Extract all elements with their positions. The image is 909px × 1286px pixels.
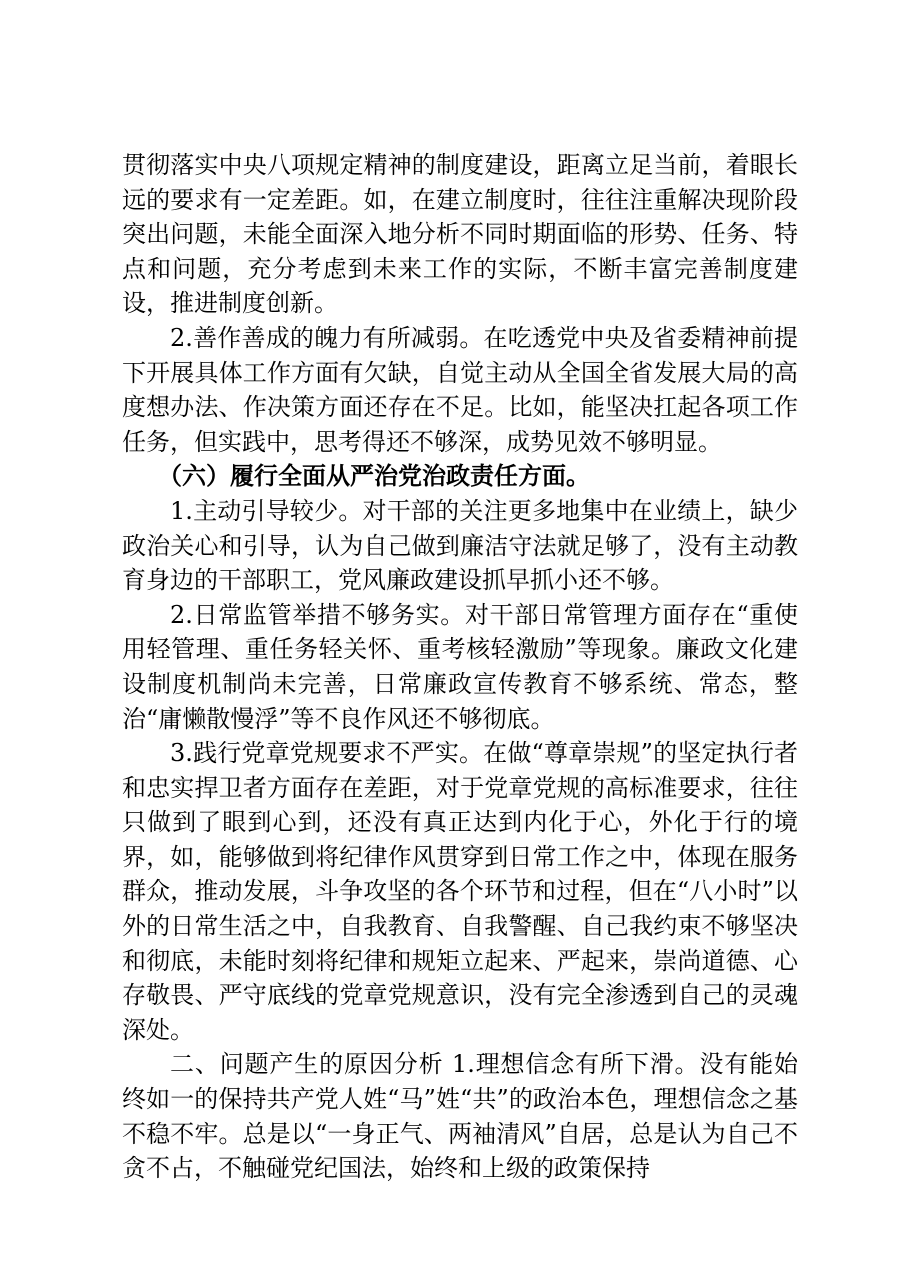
paragraph-item-1-guidance: 1.主动引导较少。对干部的关注更多地集中在业绩上，缺少政治关心和引导，认为自己做到廉洁守法就足够了，没有主动教育身边的干部职工，党风廉政建设抓早抓小还不够。 (122, 496, 798, 595)
paragraph-item-3-party-rules: 3.践行党章党规要求不严实。在做“尊章崇规”的坚定执行者和忠实捍卫者方面存在差距，对于党章党规的高标准要求，往往只做到了眼到心到，还没有真正达到内化于心，外化于行的境界，如，能够做到将纪律作风贯穿到日常工作之中，体现在服务群众，推动发展，斗争攻坚的各个环节和过程，但在“八小时”以外的日常生活之中，自我教育、自我警醒、自己我约束不够坚决和彻底，未能时刻将纪律和规矩立起来、严起来，崇尚道德、心存敬畏、严守底线的党章党规意识，没有完全渗透到自己的灵魂深处。 (122, 739, 798, 1044)
paragraph-item-2-decisiveness: 2.善作善成的魄力有所减弱。在吃透党中央及省委精神前提下开展具体工作方面有欠缺，自觉主动从全国全省发展大局的高度想办法、作决策方面还存在不足。比如，能坚决扛起各项工作任务，但实践中，思考得还不够深，成势见效不够明显。 (122, 323, 798, 456)
section-heading-six: （六）履行全面从严治党治政责任方面。 (158, 461, 590, 491)
paragraph-continuation: 贯彻落实中央八项规定精神的制度建设，距离立足当前，着眼长远的要求有一定差距。如，在建立制度时，往往注重解决现阶段突出问题，未能全面深入地分析不同时期面临的形势、任务、特点和问题，充分考虑到未来工作的实际，不断丰富完善制度建设，推进制度创新。 (122, 151, 798, 318)
document-body (122, 148, 798, 1186)
paragraph-item-2-supervision: 2.日常监管举措不够务实。对干部日常管理方面存在“重使用轻管理、重任务轻关怀、重考核轻激励”等现象。廉政文化建设制度机制尚未完善，日常廉政宣传教育不够系统、常态，整治“庸懒散慢浮”等不良作风还不够彻底。 (122, 600, 798, 733)
paragraph-cause-analysis: 二、问题产生的原因分析 1.理想信念有所下滑。没有能始终如一的保持共产党人姓“马”姓“共”的政治本色，理想信念之基不稳不牢。总是以“一身正气、两袖清风”自居，总是认为自己不贪不占，不触碰党纪国法，始终和上级的政策保持 (122, 1050, 798, 1183)
